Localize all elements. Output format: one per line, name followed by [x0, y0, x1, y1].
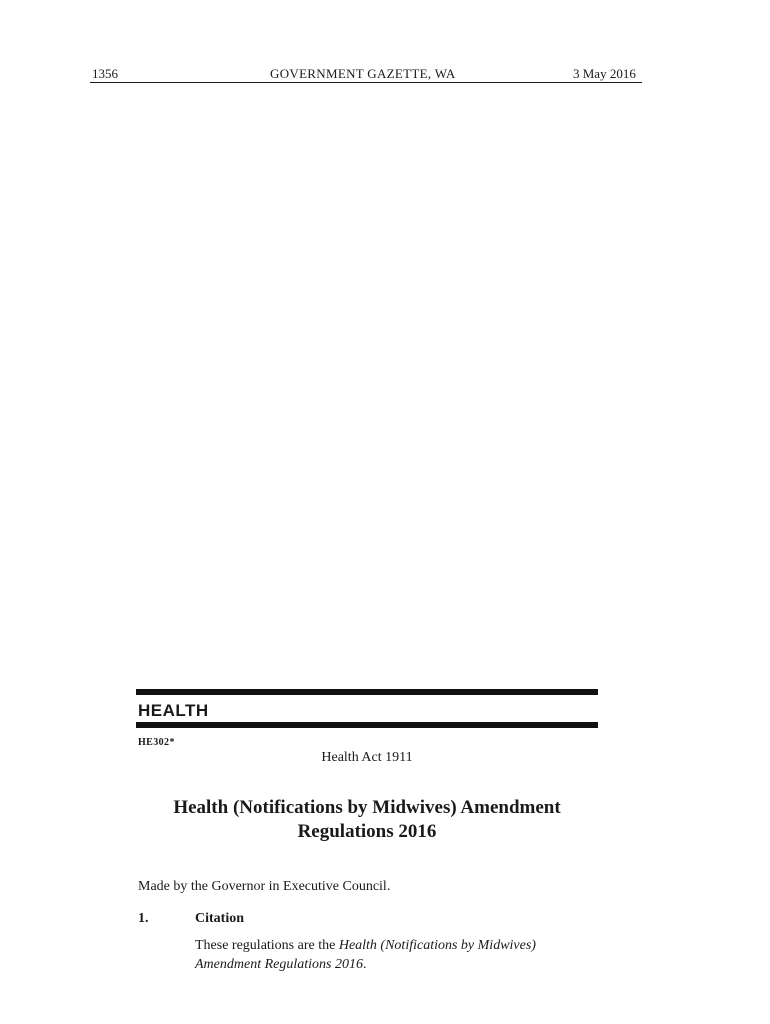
regulation-text-italic-2: Amendment Regulations 2016 [195, 957, 363, 972]
publication-date: 3 May 2016 [573, 66, 636, 81]
regulation-heading: Citation [195, 911, 244, 926]
header-rule [90, 82, 642, 83]
section-bar-bottom [136, 722, 598, 728]
page-number: 1356 [92, 66, 118, 81]
section-bar-top [136, 689, 598, 695]
regulation-text-prefix: These regulations are the [195, 938, 339, 953]
regulation-number: 1. [138, 911, 149, 926]
notice-id: HE302* [138, 737, 175, 748]
regulation-text-suffix: . [362, 957, 367, 972]
regulation-title-line-2: Regulations 2016 [297, 821, 437, 842]
made-by-statement: Made by the Governor in Executive Council. [138, 879, 391, 894]
regulation-text [195, 936, 595, 974]
publication-title: GOVERNMENT GAZETTE, WA [270, 66, 456, 81]
regulation-title [136, 796, 598, 844]
section-title: HEALTH [138, 701, 209, 720]
regulation-title-line-1: Health (Notifications by Midwives) Amendment [173, 797, 561, 818]
regulation-text-italic-1: Health (Notifications by Midwives) [338, 938, 536, 953]
act-name: Health Act 1911 [321, 750, 413, 765]
